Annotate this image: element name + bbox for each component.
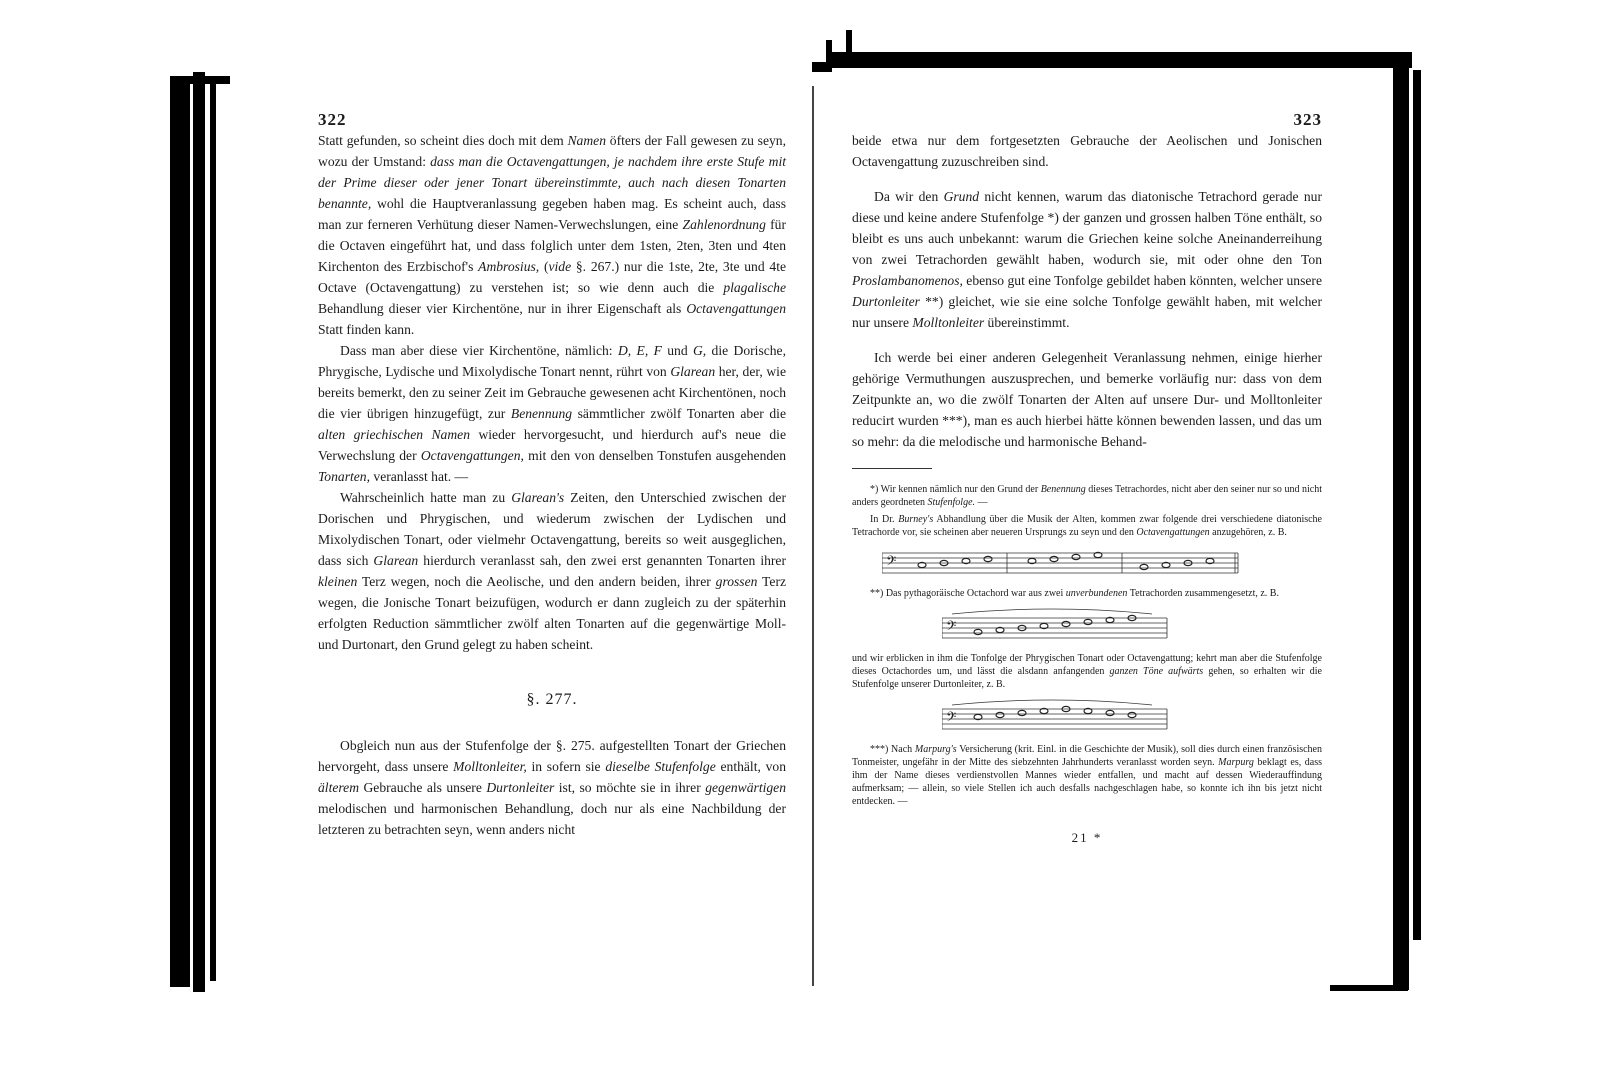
text-run: Versicherung (krit. Einl. in die Geschichte der Musik), soll dies durch einen französischen Tonmeister, ungefähr in der Mitte des siebzehnten Jahrhunderts veranlasst worden seyn. bbox=[852, 744, 1322, 768]
text-run: wohl die Hauptveranlassung gegeben haben mag. Es scheint auch, dass man zur ferneren Verhütung dieser Namen-Verwechslungen, eine bbox=[318, 196, 786, 232]
text-run: Terz wegen, die Jonische Tonart beizufügen, wodurch er dann zugleich zu der späterhin erfolgten Reduction sämmtlicher zwölf alten Tonarten auf die gegenwärtige Moll- und Durtonart, den Grund gelegt zu haben scheint. bbox=[318, 574, 787, 652]
text-run: Proslambanomenos, bbox=[852, 273, 963, 288]
text-run: und bbox=[661, 343, 693, 358]
left-paragraph-3 bbox=[318, 487, 786, 655]
text-run: vide bbox=[548, 259, 572, 274]
text-run: Grund bbox=[943, 189, 980, 204]
right-scan-top bbox=[832, 52, 1412, 68]
footnote-rule bbox=[852, 468, 932, 469]
text-run: *) Wir kennen nämlich nur den Grund der bbox=[870, 484, 1041, 495]
footnote-3 bbox=[852, 743, 1322, 808]
text-run: Ich werde bei einer anderen Gelegenheit Veranlassung nehmen, einige hierher gehörige Vermuthungen auszusprechen, und bemerke vorläufig nur: dass von dem Zeitpunkte an, wo die zwölf Tonarten der Alten auf unsere Dur- und Molltonleiter reducirt wurden ***), man es auch hierbei hätte können bewenden lassen, und das um so mehr: da die melodische und harmonische Behand- bbox=[852, 350, 1322, 449]
text-run: Octavengattungen bbox=[1136, 527, 1210, 538]
text-run: älterem bbox=[318, 780, 360, 795]
text-run: Obgleich nun aus der Stufenfolge der §. 275. aufgestellten Tonart der Griechen hervorgeht, dass unsere bbox=[318, 738, 786, 774]
text-run: Marpurg bbox=[1218, 757, 1254, 768]
text-run: Da wir den bbox=[874, 189, 944, 204]
text-run: her, der, wie bereits bemerkt, den zu seiner Zeit im Gebrauche gewesenen acht Kirchentönen, noch die vier übrigen hinzugefügt, zur bbox=[318, 364, 786, 421]
text-run: ( bbox=[539, 259, 549, 274]
music-staff-1-svg bbox=[882, 547, 1242, 577]
right-page bbox=[852, 110, 1322, 846]
music-staff-2-svg bbox=[942, 608, 1172, 642]
text-run: die Dorische, Phrygische, Lydische und Mixolydische Tonart nennt, rührt von bbox=[318, 343, 786, 379]
music-staff-1 bbox=[882, 547, 1322, 577]
text-run: sämmtlicher zwölf Tonarten aber die bbox=[572, 406, 786, 421]
right-scan-side-2 bbox=[1413, 70, 1421, 940]
text-run: Namen bbox=[567, 133, 606, 148]
text-run: D, E, F bbox=[617, 343, 662, 358]
text-run: ***) Nach bbox=[870, 744, 915, 755]
music-staff-3 bbox=[942, 699, 1322, 733]
text-run: Behandlung dieser vier Kirchentöne, nur in ihrer Eigenschaft als bbox=[318, 301, 687, 316]
left-scan-edge bbox=[170, 82, 190, 987]
text-run: §. 267.) nur die 1ste, 2te, 3te und 4te Octave (Octavengattung) zu verstehen ist; so wie denn auch die bbox=[318, 259, 786, 295]
text-run: In Dr. bbox=[870, 514, 899, 525]
bass-clef-1: 𝄢 bbox=[886, 555, 897, 572]
text-run: enthält, von bbox=[715, 759, 787, 774]
footnote-2 bbox=[852, 587, 1322, 600]
text-run: Burney's bbox=[898, 514, 934, 525]
right-paragraph-2 bbox=[852, 186, 1322, 333]
text-run: dieselbe Stufenfolge bbox=[605, 759, 716, 774]
text-run: Abhandlung über die Musik der Alten, kommen zwar folgende drei verschiedene diatonische Tetrachorde vor, sie scheinen aber neueren Ursprungs zu seyn und den bbox=[852, 514, 1322, 538]
text-run: Zahlenordnung bbox=[682, 217, 766, 232]
text-run: melodischen und harmonischen Behandlung, doch nur als eine Nachbildung der letzteren zu betrachten seyn, wenn anders nicht bbox=[318, 801, 786, 837]
text-run: ebenso gut eine Tonfolge gebildet haben könnten, welcher unsere bbox=[962, 273, 1322, 288]
text-run: Terz wegen, noch die Aeolische, und den andern beiden, ihrer bbox=[357, 574, 716, 589]
text-run: Glarean bbox=[670, 364, 716, 379]
text-run: mit den von denselben Tonstufen ausgehenden bbox=[523, 448, 786, 463]
text-run: Ambrosius, bbox=[478, 259, 540, 274]
text-run: ist, so möchte sie in ihrer bbox=[554, 780, 706, 795]
left-scan-edge-inner bbox=[193, 72, 205, 992]
left-page bbox=[318, 110, 786, 840]
text-run: **) Das pythagoräische Octachord war aus zwei bbox=[870, 588, 1066, 599]
text-run: Durtonleiter bbox=[486, 780, 555, 795]
right-paragraph-3 bbox=[852, 347, 1322, 452]
footnote-1b bbox=[852, 513, 1322, 539]
left-page-number: 322 bbox=[318, 110, 347, 129]
text-run: beklagt es, dass ihm der Name dieses verdienstvollen Mannes wieder entfallen, und macht auf dessen Wiederauffindung aufmerksam; — allein, so viele Stellen ich auch desfalls nachgeschlagen habe, so konnte ich ihn bis jetzt nicht entdecken. — bbox=[852, 757, 1322, 807]
text-run: Zeiten, den Unterschied zwischen der Dorischen und Phrygischen, und wiederum zwischen der Lydischen und Mixolydischen Tonart, oder vielmehr Octavengattung, bereits so weit ausgeglichen, dass sich bbox=[318, 490, 786, 568]
text-run: unverbundenen bbox=[1065, 588, 1128, 599]
text-run: plagalische bbox=[723, 280, 786, 295]
text-run: Wahrscheinlich hatte man zu bbox=[340, 490, 512, 505]
text-run: grossen bbox=[715, 574, 758, 589]
right-scan-side bbox=[1393, 60, 1409, 990]
right-paragraph-1 bbox=[852, 130, 1322, 172]
text-run: — bbox=[975, 497, 988, 508]
text-run: G, bbox=[692, 343, 707, 358]
bass-clef-2: 𝄢 bbox=[946, 620, 957, 637]
text-run: **) gleichet, wie sie eine solche Tonfolge gewählt haben, mit welcher nur unsere bbox=[852, 294, 1322, 330]
text-run: hierdurch veranlasst sah, den zwei erst genannten Tonarten ihrer bbox=[418, 553, 786, 568]
text-run: Benennung bbox=[1040, 484, 1086, 495]
text-run: Octavengattungen bbox=[686, 301, 786, 316]
left-scan-edge-thin bbox=[210, 76, 216, 981]
text-run: gegenwärtigen bbox=[705, 780, 786, 795]
left-paragraph-2 bbox=[318, 340, 786, 487]
text-run: wieder hervorgesucht, und hierdurch auf's neue die Verwechslung der bbox=[318, 427, 786, 463]
text-run: Molltonleiter bbox=[912, 315, 985, 330]
text-run: Tetrachorden zusammengesetzt, z. B. bbox=[1127, 588, 1279, 599]
music-staff-2 bbox=[942, 608, 1322, 642]
left-paragraph-4 bbox=[318, 735, 786, 840]
text-run: gehen, so erhalten wir die Stufenfolge unserer Durtonleiter, z. B. bbox=[852, 666, 1322, 690]
footnote-2b bbox=[852, 652, 1322, 691]
text-run: Tonarten, bbox=[318, 469, 370, 484]
bass-clef-3: 𝄢 bbox=[946, 711, 957, 728]
text-run: dass man die Octavengattungen, je nachdem ihre erste Stufe mit der Prime dieser oder jener Tonart übereinstimmte, auch nach diesen Tonarten benannte, bbox=[318, 154, 786, 211]
text-run: nicht kennen, warum das diatonische Tetrachord gerade nur diese und keine andere Stufenfolge *) der ganzen und grossen halben Töne enthält, so bleibt es uns auch unbekannt: warum die Griechen keine solche Aneinanderreihung von zwei Tetrachorden gewählt haben, wodurch sie, mit oder ohne den Ton bbox=[852, 189, 1322, 267]
text-run: öfters der Fall gewesen zu seyn, wozu der Umstand: bbox=[318, 133, 786, 169]
text-run: Glarean's bbox=[511, 490, 565, 505]
section-heading: §. 277. bbox=[526, 691, 578, 708]
text-run: ganzen Töne aufwärts bbox=[1109, 666, 1204, 677]
text-run: für die Octaven eingeführt hat, und dass folglich unter dem 1sten, 2ten, 3ten und 4ten Kirchenton des Erzbischof's bbox=[318, 217, 787, 274]
text-run: Statt gefunden, so scheint dies doch mit dem bbox=[318, 133, 568, 148]
text-run: veranlasst hat. — bbox=[370, 469, 469, 484]
right-scan-bottom bbox=[1330, 985, 1408, 991]
text-run: und wir erblicken in ihm die Tonfolge der Phrygischen Tonart oder Octavengattung; kehrt man aber die Stufenfolge dieses Octachordes um, und lässt die alsdann anfangenden bbox=[852, 653, 1322, 677]
left-scan-top bbox=[170, 76, 230, 84]
footnote-1a bbox=[852, 483, 1322, 509]
text-run: dieses Tetrachordes, nicht aber den seiner nur so und nicht anders geordneten bbox=[852, 484, 1322, 508]
gutter-line bbox=[812, 86, 814, 986]
text-run: kleinen bbox=[318, 574, 358, 589]
text-run: Dass man aber diese vier Kirchentöne, nämlich: bbox=[340, 343, 618, 358]
text-run: Benennung bbox=[510, 406, 573, 421]
text-run: Octavengattungen, bbox=[420, 448, 524, 463]
text-run: Stufenfolge. bbox=[927, 497, 976, 508]
text-run: anzugehören, z. B. bbox=[1209, 527, 1287, 538]
signature-mark: 21 * bbox=[1071, 830, 1103, 845]
text-run: Gebrauche als unsere bbox=[359, 780, 487, 795]
left-paragraph-1 bbox=[318, 130, 786, 340]
text-run: beide etwa nur dem fortgesetzten Gebrauche der Aeolischen und Jonischen Octavengattung zuzuschreiben sind. bbox=[852, 133, 1322, 169]
text-run: in sofern sie bbox=[526, 759, 606, 774]
right-page-number: 323 bbox=[1293, 110, 1322, 129]
text-run: übereinstimmt. bbox=[984, 315, 1070, 330]
text-run: Durtonleiter bbox=[852, 294, 920, 309]
text-run: Molltonleiter, bbox=[453, 759, 527, 774]
music-staff-3-svg bbox=[942, 699, 1172, 733]
text-run: alten griechischen Namen bbox=[318, 427, 471, 442]
text-run: Marpurg's bbox=[914, 744, 957, 755]
text-run: Statt finden kann. bbox=[318, 322, 415, 337]
text-run: Glarean bbox=[373, 553, 419, 568]
